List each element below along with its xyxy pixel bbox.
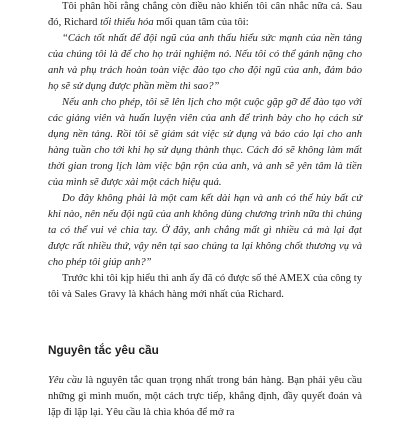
paragraph-intro: [48, 0, 362, 31]
section-text: là nguyên tắc quan trọng nhất trong bán hàng. Bạn phải yêu cầu những gì mình muốn, một cách trực tiếp, khẳng định, đầy quyết đoán và lặp đi lặp lại. Yêu cầu là chìa khóa để mở ra: [48, 375, 362, 418]
quote-paragraph-2: Nếu anh cho phép, tôi sẽ lên lịch cho một cuộc gặp gỡ để đào tạo với các giảng viên và huấn luyện viên của anh để trình bày cho họ cách sử dụng nền tảng. Rồi tôi sẽ giám sát việc sử dụng và báo cáo lại cho anh hàng tuần cho tới khi họ sử dụng thành thục. Cách đó sẽ không làm mất thời gian trong lịch làm việc bận rộn của anh, và anh sẽ yên tâm là tiền của mình sẽ được xài một cách hiệu quả.: [48, 97, 362, 188]
section-heading: Nguyên tắc yêu cầu: [48, 343, 159, 357]
intro-tail: mối quan tâm của tôi:: [153, 17, 249, 28]
quote-paragraph-3: Do đây không phải là một cam kết dài hạn và anh có thể hủy bất cứ khi nào, nên nếu đội ngũ của anh không dùng chương trình nữa thì chúng ta có thể vui vẻ chia tay. Ở đây, anh chẳng mất gì nhiều cả mà lại đạt được rất nhiều thứ, vậy nên tại sao chúng ta lại không chốt thương vụ và cho phép tôi giúp anh?”: [48, 193, 362, 268]
section-emphasis: Yêu cầu: [48, 375, 83, 386]
paragraph-outcome: Trước khi tôi kịp hiểu thì anh ấy đã có được số thẻ AMEX của công ty tôi và Sales Gravy là khách hàng mới nhất của Richard.: [48, 273, 362, 300]
quote-paragraph-1: “Cách tốt nhất để đội ngũ của anh thấu hiểu sức mạnh của nền tảng của chúng tôi là để cho họ trải nghiệm nó. Nếu tôi có thể gánh nặng cho anh và phụ trách hoàn toàn việc đào tạo cho đội ngũ của anh, đảm bảo họ sẽ sử dụng được phần mềm thì sao?”: [48, 33, 362, 92]
intro-emphasis: tối thiểu hóa: [100, 17, 154, 28]
paragraph-section-body: [48, 373, 362, 421]
intro-text: Tôi phân hồi rằng chẳng còn điều nào khiến tôi cân nhắc nữa cả. Sau đó, Richard: [48, 1, 362, 28]
